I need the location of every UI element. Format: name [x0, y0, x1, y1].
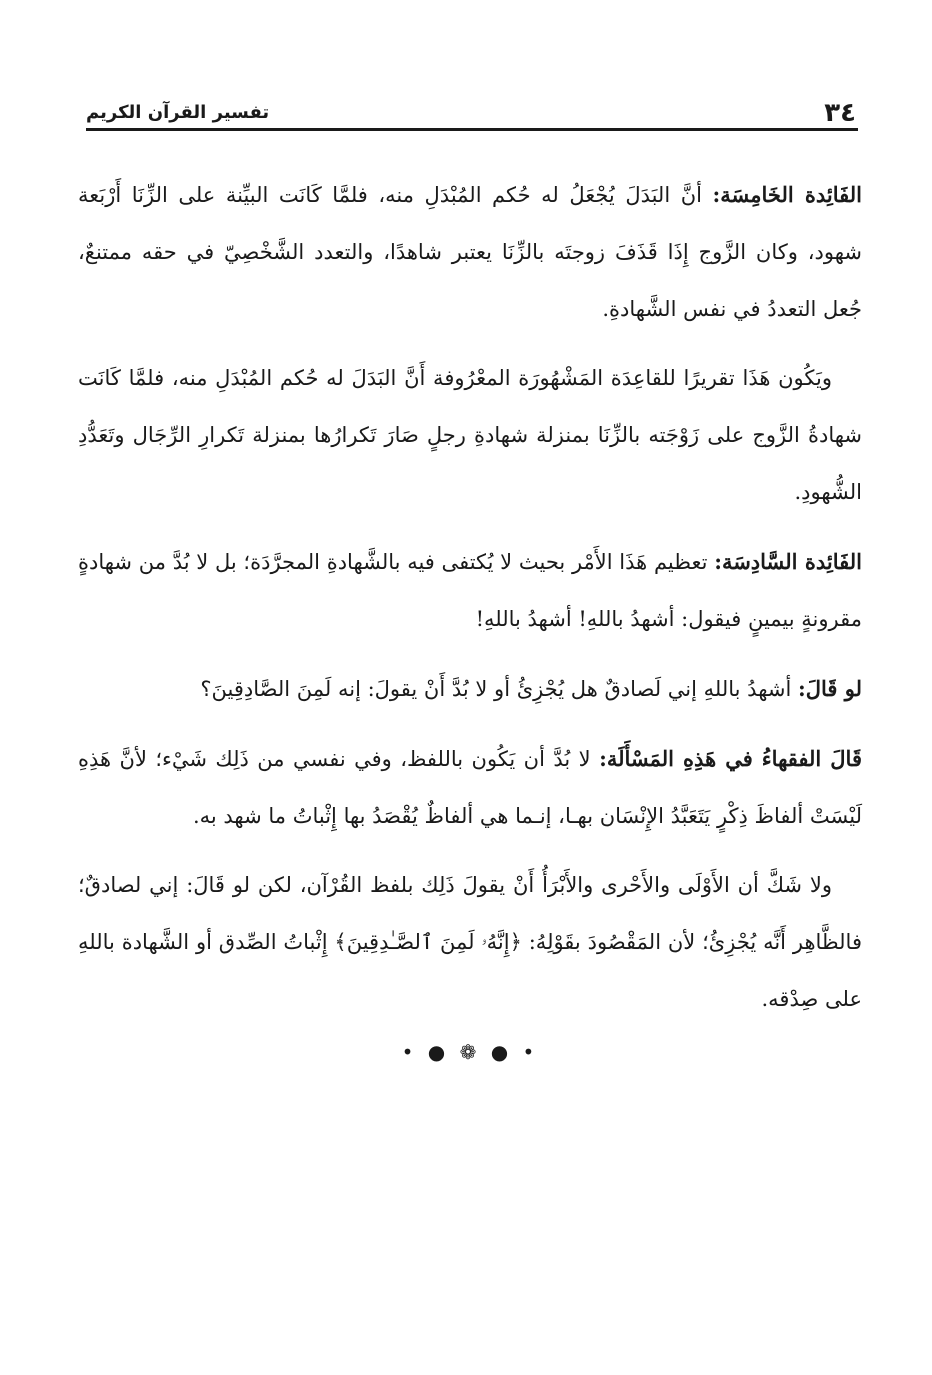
paragraph-conclusion [78, 857, 862, 1028]
header-rule [86, 128, 858, 131]
running-title: تفسير القرآن الكريم [86, 102, 270, 123]
paragraph-text: أشهدُ باللهِ إني لَصادقٌ هل يُجْزِئُ أو لا بُدَّ أَنْ يقولَ: إنه لَمِنَ الصَّادِقِينَ؟ [200, 677, 798, 701]
paragraph-jurists [78, 730, 862, 845]
page-body [78, 166, 862, 1064]
paragraph-lead: لو قَالَ: [797, 676, 862, 701]
paragraph-lead: الفَائِدة السَّادِسَة: [714, 549, 862, 574]
paragraph-text: ويَكُون هَذَا تقريرًا للقاعِدَة المَشْهُورَة المعْرُوفة أَنَّ البَدَلَ له حُكم المُبْدَلِ منه، فلمَّا كَانَت شهادةُ الزَّوج على زَوْجَته بالزِّنَا بمنزلة شهادةِ رجلٍ صَارَ تَكرارُها بمنزلة تَكرارِ الرِّجَال وتَعَدُّدِ الشُّهودِ. [78, 366, 862, 504]
paragraph-benefit-five [78, 166, 862, 338]
paragraph-text: تعظيم هَذَا الأَمْر بحيث لا يُكتفى فيه بالشَّهادةِ المجرَّدَة؛ بل لا بُدَّ من شهادةٍ مقرونةٍ بيمينٍ فيقول: أشهدُ باللهِ! أشهدُ باللهِ! [78, 550, 862, 631]
ornament-separator: • ● ❁ ● • [401, 1040, 539, 1064]
paragraph-text: أنَّ البَدَلَ يُجْعَلُ له حُكم المُبْدَلِ منه، فلمَّا كَانَت البيِّنة على الزِّنَا أَرْبَعة شهود، وكان الزَّوج إِذَا قَذَفَ زوجتَه بالزِّنَا يعتبر شاهدًا، والتعدد الشَّخْصِيّ في حقه ممتنعٌ، جُعل التعددُ في نفس الشَّهادةِ. [78, 183, 862, 321]
paragraph-rule-explanation [78, 350, 862, 521]
page-number: ٣٤ [824, 98, 856, 128]
paragraph-text: لا بُدَّ أن يَكُون باللفظ، وفي نفسي من ذَلِك شَيْء؛ لأنَّ هَذِهِ لَيْسَتْ ألفاظَ ذِكْرٍ يَتَعَبَّدُ الإِنْسَان بهـا، إنـما هي ألفاظٌ يُقْصَدُ بها إِثْباتُ ما شهد به. [78, 747, 862, 828]
paragraph-lead: قَالَ الفقهاءُ في هَذِهِ المَسْأَلَة: [599, 746, 862, 771]
paragraph-lead: الفَائِدة الخَامِسَة: [712, 182, 862, 207]
paragraph-benefit-six [78, 533, 862, 648]
paragraph-question [78, 660, 862, 718]
paragraph-text: ولا شَكَّ أن الأَوْلَى والأَحْرى والأَبْرَأُ أَنْ يقولَ ذَلِك بلفظ القُرْآن، لكن لو قَالَ: إني لصادقٌ؛ فالظَّاهِر أَنَّه يُجْزِئُ؛ لأن المَقْصُودَ بقَوْلِهُ: ﴿إِنَّهُۥ لَمِنَ ٱلصَّـٰدِقِينَ﴾ إِثْباتُ الصِّدق أو الشَّهادة باللهِ على صِدْقه. [78, 873, 862, 1011]
page-header [86, 88, 856, 128]
